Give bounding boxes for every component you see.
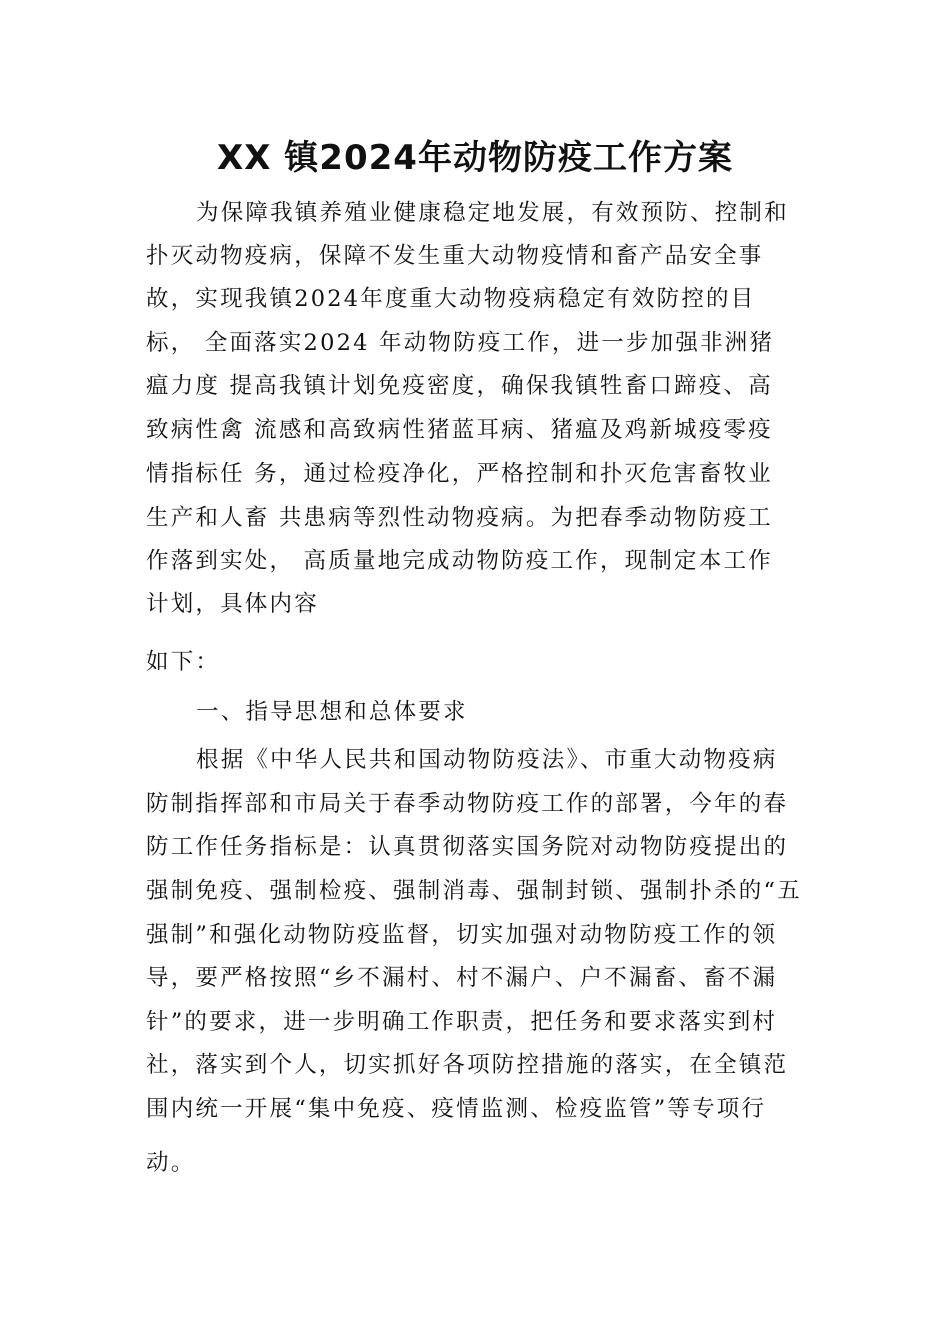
section-line: 强制”和强化动物防疫监督，切实加强对动物防疫工作的领	[146, 922, 778, 948]
intro-line: 标， 全面落实2024 年动物防疫工作，进一步加强非洲猪	[146, 330, 775, 356]
section-line: 针”的要求，进一步明确工作职责，把任务和要求落实到村	[146, 1009, 778, 1035]
section-line: 动。	[146, 1150, 196, 1176]
intro-tail: 如下：	[146, 649, 221, 675]
section-line: 导，要严格按照“乡不漏村、村不漏户、户不漏畜、畜不漏	[146, 965, 778, 991]
section-line: 围内统一开展“集中免疫、疫情监测、检疫监管”等专项行	[146, 1096, 767, 1122]
section-line: 防工作任务指标是：认真贯彻落实国务院对动物防疫提出的	[146, 834, 789, 860]
section-line: 社，落实到个人，切实抓好各项防控措施的落实，在全镇范	[146, 1052, 789, 1078]
intro-line: 致病性禽 流感和高致病性猪蓝耳病、猪瘟及鸡新城疫零疫	[146, 417, 773, 443]
intro-line: 为保障我镇养殖业健康稳定地发展，有效预防、控制和	[196, 200, 789, 226]
intro-line: 瘟力度 提高我镇计划免疫密度，确保我镇牲畜口蹄疫、高	[146, 373, 773, 399]
section-line: 根据《中华人民共和国动物防疫法》、市重大动物疫病	[196, 747, 778, 773]
intro-line: 生产和人畜 共患病等烈性动物疫病。为把春季动物防疫工	[146, 505, 773, 531]
intro-line: 计划，具体内容	[146, 591, 319, 617]
intro-line: 情指标任 务，通过检疫净化，严格控制和扑灭危害畜牧业	[146, 461, 773, 487]
document-title: XX 镇2024年动物防疫工作方案	[217, 138, 733, 178]
section-heading: 一、指导思想和总体要求	[196, 699, 468, 725]
intro-line: 扑灭动物疫病，保障不发生重大动物疫情和畜产品安全事	[146, 243, 764, 269]
section-line: 强制免疫、强制检疫、强制消毒、强制封锁、强制扑杀的“五	[146, 878, 802, 904]
intro-line: 故，实现我镇2024年度重大动物疫病稳定有效防控的目	[146, 286, 756, 312]
intro-line: 作落到实处， 高质量地完成动物防疫工作，现制定本工作	[146, 548, 773, 574]
section-line: 防制指挥部和市局关于春季动物防疫工作的部署，今年的春	[146, 791, 789, 817]
